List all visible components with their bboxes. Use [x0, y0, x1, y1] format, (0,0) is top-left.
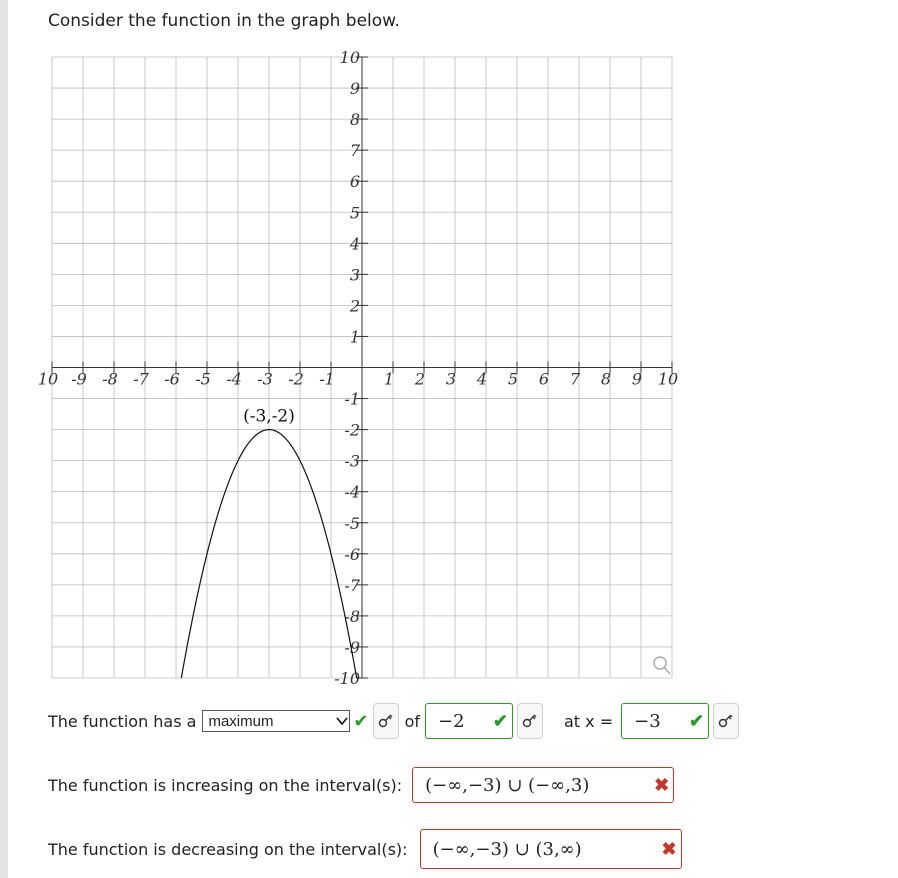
y-tick-label: -3 [344, 451, 360, 471]
x-tick-label: 8 [600, 369, 612, 389]
extremum-value: −2 [437, 710, 465, 732]
x-tick-label: 7 [569, 369, 581, 389]
x-tick-label: -6 [164, 369, 180, 389]
extremum-prefix: The function has a [48, 711, 197, 731]
y-tick-label: 8 [349, 110, 360, 130]
key-icon-button[interactable] [713, 703, 739, 739]
check-icon: ✔ [353, 710, 369, 732]
y-tick-label: -8 [344, 606, 360, 626]
x-value-field[interactable] [621, 703, 709, 739]
decreasing-row [48, 829, 682, 869]
increasing-label: The function is increasing on the interval(s): [48, 775, 403, 795]
y-tick-label: 2 [349, 296, 360, 316]
y-tick-label: 7 [349, 141, 360, 161]
check-icon: ✔ [689, 710, 705, 732]
y-tick-label: 1 [349, 327, 360, 347]
y-tick-label: 10 [339, 48, 360, 67]
chevron-down-icon [335, 714, 349, 728]
increasing-interval-field[interactable] [412, 767, 674, 803]
incorrect-icon: ✖ [661, 838, 677, 860]
x-tick-label: 3 [445, 369, 457, 389]
x-tick-label: -5 [195, 369, 211, 389]
key-icon-button[interactable] [373, 703, 399, 739]
x-tick-label: -2 [288, 369, 304, 389]
y-tick-label: -10 [334, 669, 360, 688]
decreasing-interval-field[interactable] [420, 829, 682, 869]
x-value: −3 [634, 710, 661, 732]
y-tick-label: -9 [344, 637, 360, 657]
x-tick-label: 5 [507, 369, 519, 389]
y-tick-label: 4 [349, 234, 360, 254]
x-tick-label: -3 [257, 369, 273, 389]
y-tick-label: -1 [344, 389, 360, 409]
x-tick-label: -7 [133, 369, 149, 389]
decreasing-interval: (−∞,−3) ∪ (3,∞) [432, 838, 582, 860]
key-icon [378, 713, 394, 729]
key-icon [718, 713, 734, 729]
y-tick-label: -6 [344, 544, 360, 564]
x-tick-label: -4 [226, 369, 242, 389]
question-prompt: Consider the function in the graph below. [48, 11, 400, 31]
check-icon: ✔ [492, 710, 508, 732]
x-tick-label: 9 [631, 369, 643, 389]
of-label: of [404, 711, 420, 731]
extremum-type-select[interactable] [202, 710, 350, 732]
x-tick-label: -1 [319, 369, 335, 389]
x-tick-label: 6 [538, 369, 550, 389]
key-icon [522, 713, 538, 729]
y-tick-label: 3 [349, 265, 360, 285]
y-tick-label: 9 [349, 79, 360, 99]
x-tick-label: -9 [71, 369, 87, 389]
x-tick-label: -8 [102, 369, 118, 389]
y-tick-label: 5 [349, 203, 360, 223]
extremum-row [48, 702, 739, 740]
extremum-value-field[interactable] [425, 703, 513, 739]
x-tick-label: 1 [383, 369, 395, 389]
increasing-row [48, 766, 674, 804]
y-tick-label: 6 [349, 172, 360, 192]
x-tick-label: 2 [414, 369, 426, 389]
x-tick-label: 10 [37, 369, 59, 389]
zoom-icon[interactable] [654, 657, 670, 674]
increasing-interval: (−∞,−3) ∪ (−∞,3) [425, 774, 590, 796]
x-tick-label: 4 [476, 369, 488, 389]
at-x-label: at x = [563, 711, 614, 731]
y-tick-label: -7 [344, 575, 360, 595]
vertex-label: (-3,-2) [243, 406, 295, 427]
extremum-type-value: maximum [208, 712, 274, 730]
y-tick-label: -2 [344, 420, 360, 440]
y-tick-label: -4 [344, 482, 360, 502]
x-tick-label: 10 [657, 369, 679, 389]
key-icon-button[interactable] [517, 703, 543, 739]
incorrect-icon: ✖ [654, 774, 670, 796]
y-tick-label: -5 [344, 513, 360, 533]
decreasing-label: The function is decreasing on the interval(s): [48, 839, 408, 859]
